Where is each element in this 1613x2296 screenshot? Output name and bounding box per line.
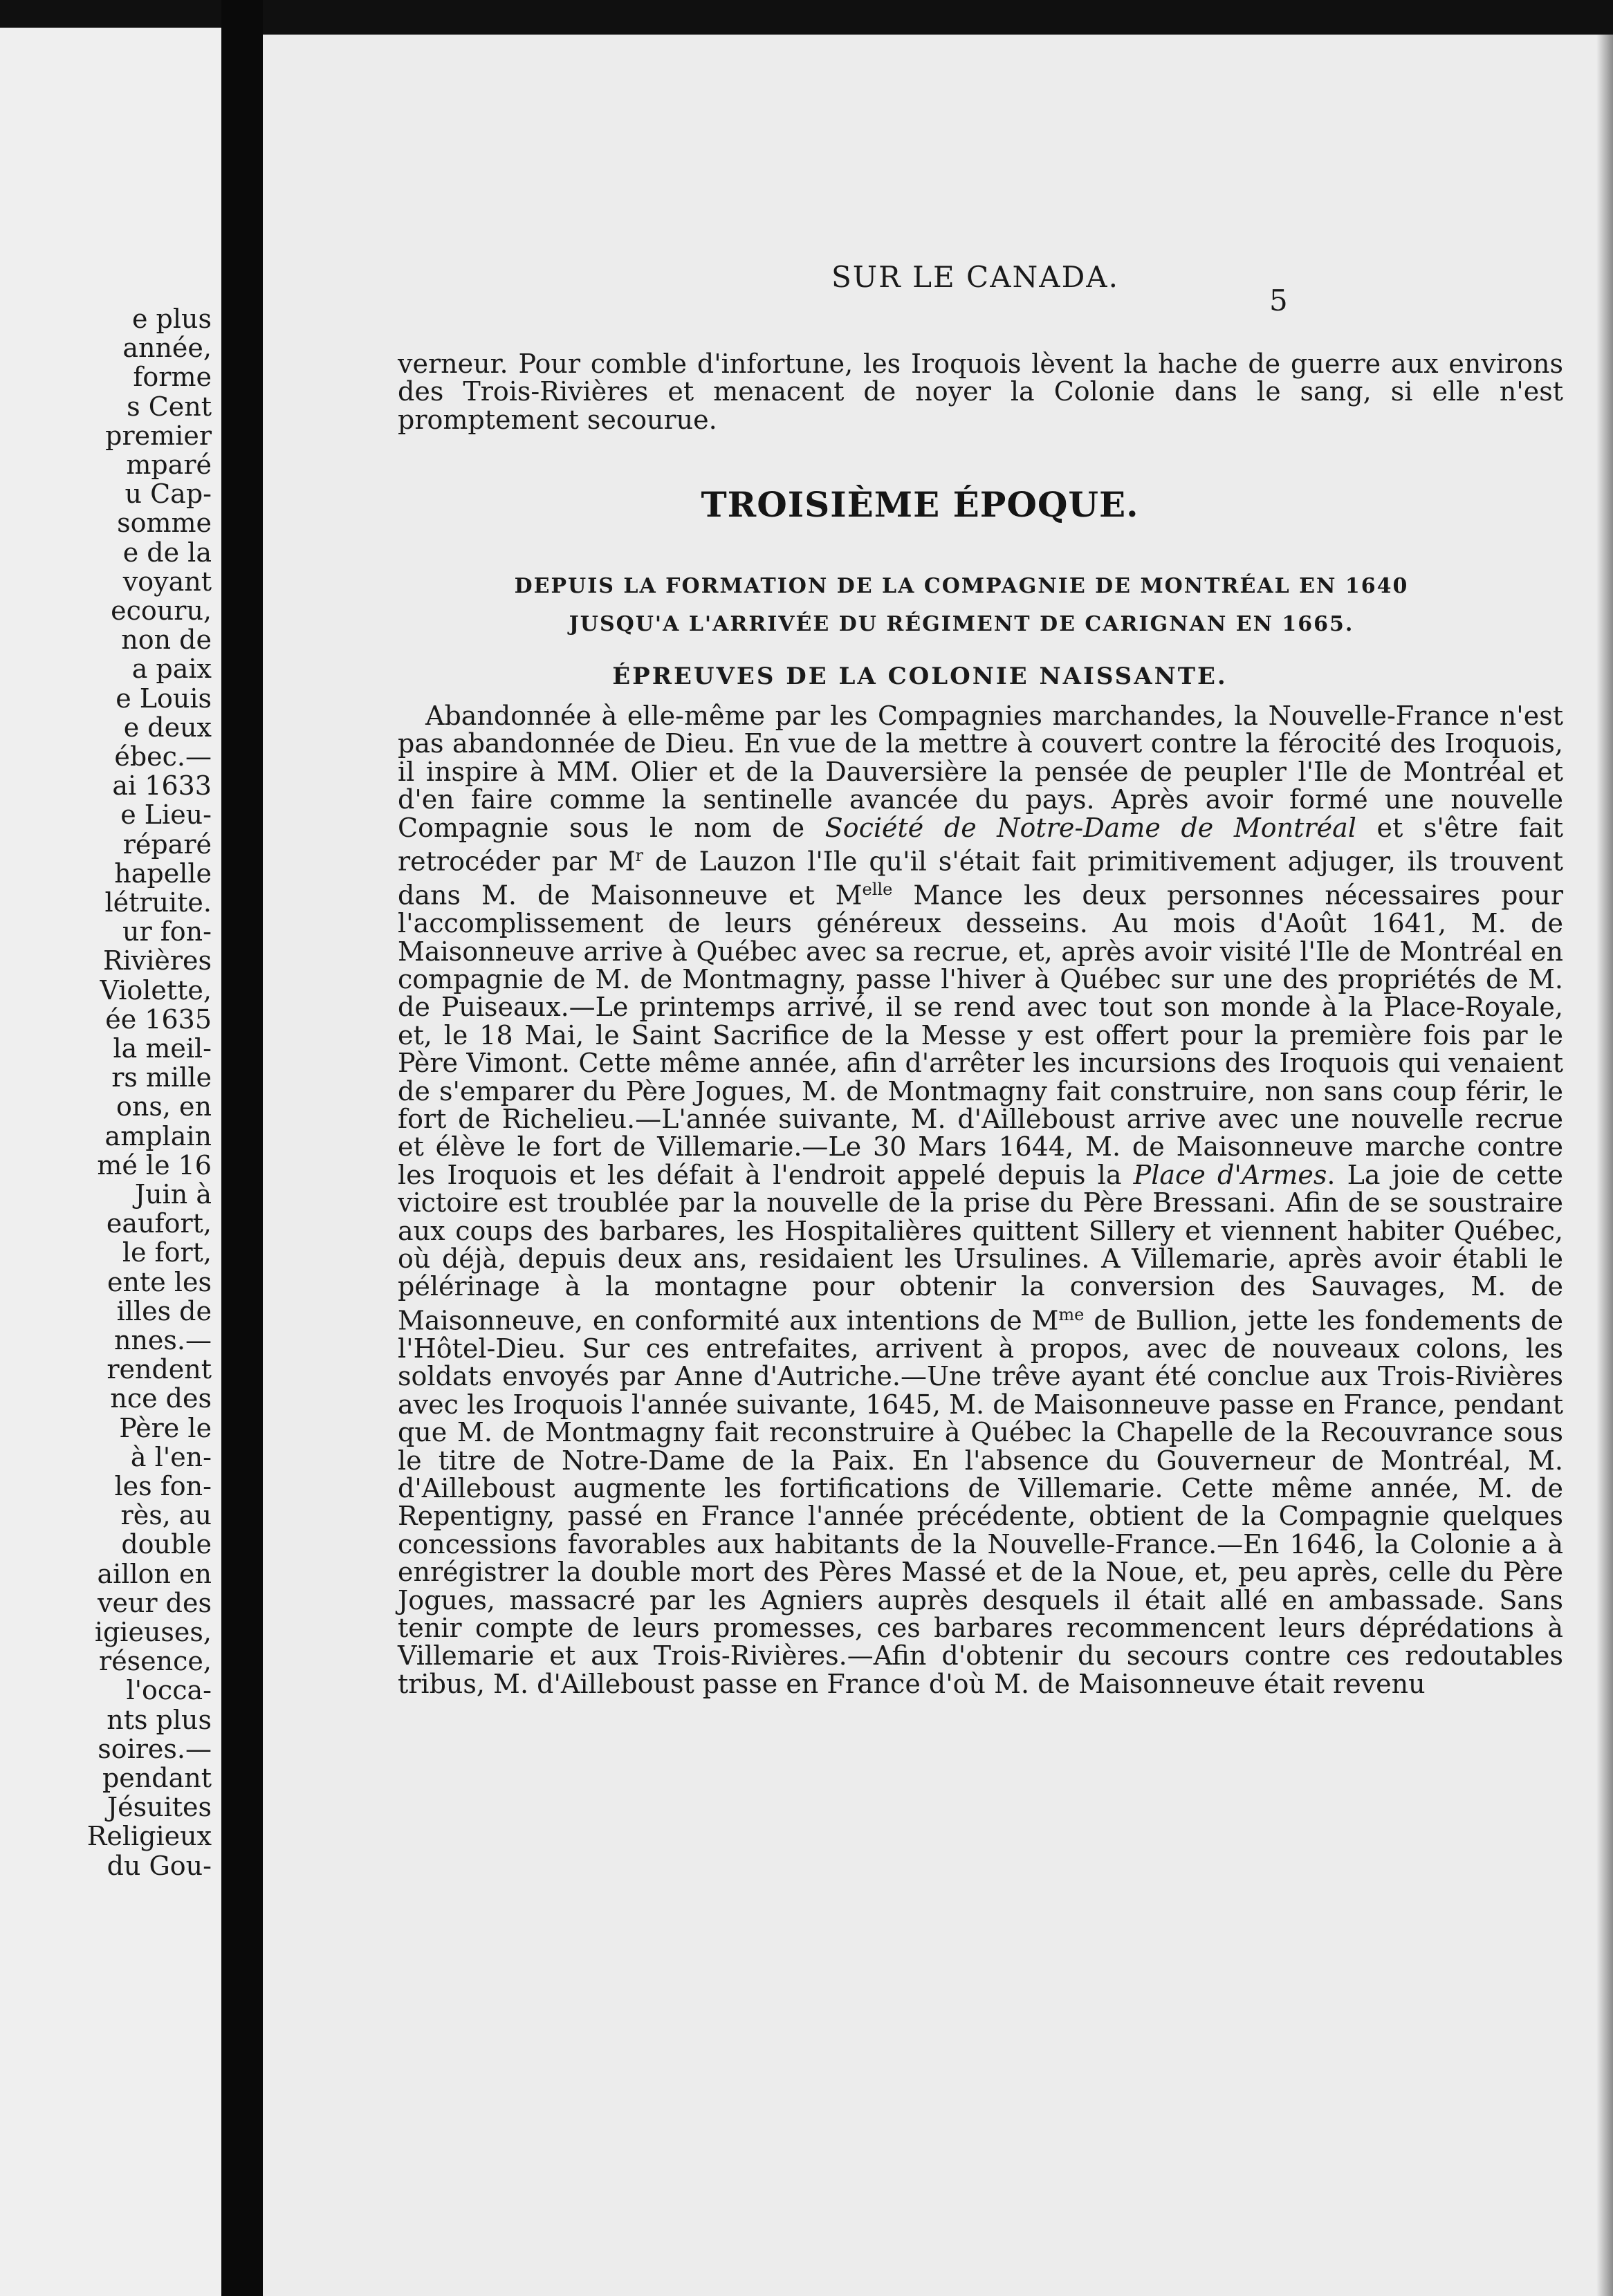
previous-page-line: veur des bbox=[98, 1587, 212, 1618]
previous-page-line: Rivières bbox=[102, 945, 212, 976]
previous-page-line: somme bbox=[117, 508, 212, 539]
superscript: me bbox=[1058, 1304, 1085, 1324]
previous-page-line: e Louis bbox=[116, 683, 212, 714]
previous-page-line: l'occa- bbox=[126, 1675, 212, 1706]
previous-page-line: ée 1635 bbox=[105, 1003, 212, 1035]
running-head: SUR LE CANADA. bbox=[831, 260, 1119, 294]
previous-page-line: le fort, bbox=[122, 1237, 212, 1268]
previous-page-line: rendent bbox=[107, 1354, 212, 1385]
superscript: elle bbox=[862, 880, 893, 900]
previous-page-line: pendant bbox=[102, 1763, 212, 1793]
previous-page-line: la meil- bbox=[113, 1033, 212, 1064]
previous-page-line: réparé bbox=[122, 828, 212, 860]
previous-page-line: soires.— bbox=[98, 1733, 212, 1764]
previous-page-line: e plus bbox=[131, 304, 212, 334]
previous-page-line: mparé bbox=[126, 450, 212, 480]
previous-page-line: Violette, bbox=[100, 974, 212, 1006]
previous-page-line: ai 1633 bbox=[112, 770, 212, 802]
previous-page-line: forme bbox=[133, 362, 212, 393]
previous-page-line: ébec.— bbox=[114, 741, 212, 772]
previous-page-line: e de la bbox=[122, 537, 212, 568]
previous-page-line: rs mille bbox=[111, 1062, 212, 1093]
previous-page-line: mé le 16 bbox=[97, 1149, 212, 1181]
page bbox=[263, 35, 1613, 2296]
main-text: de Bullion, jette les fondements de l'Hôtel-Dieu. Sur ces entrefaites, arrivent à propos, avec de nouveaux colons, les soldats envoyés par Anne d'Autriche.—Une trêve ayant été conclue aux Trois-Rivières avec les Iroquois l'année suivante, 1645, M. de Maisonneuve passe en France, pendant que M. de Montmagny fait reconstruire à Québec la Chapelle de la Recouvrance sous le titre de Notre-Dame de la Paix. En l'absence du Gouverneur de Montréal, M. d'Ailleboust augmente les fortifications de Villemarie. Cette même année, M. de Repentigny, passé en France l'année précédente, obtient de la Compagnie quelques concessions favorables aux habitants de la Nouvelle-France.—En 1646, la Colonie a à enrégistrer la double mort des Pères Massé et de la Noue, et, peu après, celle du Père Jogues, massacré par les Agniers auprès desquels il était allé en ambassade. Sans tenir compte de leurs promesses, ces barbares recommencent leurs déprédations à Villemarie et aux Trois-Rivières.—Afin d'obtenir du secours contre ces redoutables tribus, M. d'Ailleboust passe en France d'où M. de Maisonneuve était revenu bbox=[398, 1305, 1563, 1699]
previous-page-line: ente les bbox=[107, 1266, 212, 1297]
previous-page-line: à l'en- bbox=[130, 1441, 212, 1472]
previous-page-fragment bbox=[0, 28, 221, 2296]
previous-page-line: ons, en bbox=[116, 1091, 212, 1122]
main-text: et s'être fait retrocéder par M bbox=[398, 812, 1563, 877]
previous-page-line: illes de bbox=[116, 1295, 212, 1326]
previous-page-line: ecouru, bbox=[111, 595, 212, 626]
page-number: 5 bbox=[1269, 284, 1288, 317]
previous-page-line: eaufort, bbox=[106, 1208, 212, 1239]
previous-page-line: double bbox=[121, 1529, 212, 1560]
main-text: Mance les deux personnes nécessaires pour l'accomplissement de leurs généreux desseins. Au mois d'Août 1641, M. de Maisonneuve arrive à Québec avec sa recrue, et, après avoir visité l'Ile de Montréal en compagnie de M. de Montmagny, passe l'hiver à Québec sur une des propriétés de M. de Puiseaux.—Le printemps arrivé, il se rend avec tout son monde à la Place-Royale, et, le 18 Mai, le Saint Sacrifice de la Messe y est offert pour la première fois par le Père Vimont. Cette même année, afin d'arrêter les incursions des Iroquois qui venaient de s'emparer du Père Jogues, M. de Montmagny fait construire, non sans coup férir, le fort de Richelieu.—L'année suivante, M. d'Ailleboust arrive avec une nouvelle recrue et élève le fort de Villemarie.—Le 30 Mars 1644, M. de Maisonneuve marche contre les Iroquois et les défait à l'endroit appelé depuis la bbox=[398, 880, 1563, 1190]
previous-page-line: premier bbox=[105, 420, 212, 451]
previous-page-line: année, bbox=[122, 333, 212, 364]
previous-page-line: Religieux bbox=[86, 1821, 212, 1852]
superscript: r bbox=[635, 846, 644, 866]
previous-page-line: nts plus bbox=[107, 1704, 212, 1735]
book-gutter bbox=[221, 0, 263, 2296]
main-paragraph bbox=[398, 702, 1563, 1698]
previous-page-line: Jésuites bbox=[107, 1792, 212, 1823]
main-text: Abandonnée à elle-même par les Compagnies marchandes, la Nouvelle-France n'est pas abandonnée de Dieu. En vue de la mettre à couvert contre la férocité des Iroquois, il inspire à MM. Olier et de la Dauversière la pensée de peupler l'Ile de Montréal et d'en faire comme la sentinelle avancée du pays. Après avoir formé une nouvelle Compagnie sous le nom de bbox=[398, 701, 1563, 843]
previous-page-line: les fon- bbox=[114, 1471, 212, 1501]
epoch-title: TROISIÈME ÉPOQUE. bbox=[701, 484, 1139, 525]
previous-page-line: résence, bbox=[99, 1646, 212, 1677]
main-text: . La joie de cette victoire est troublée par la nouvelle de la prise du Père Bressani. Afin de se soustraire aux coups des barbares, les Hospitalières quittent Sillery et viennent habiter Québec, où déjà, depuis deux ans, residaient les Ursulines. A Villemarie, après avoir établi le pélérinage à la montagne pour obtenir la conversion des Sauvages, M. de Maisonneuve, en conformité aux intentions de M bbox=[398, 1159, 1563, 1336]
previous-page-line: nce des bbox=[110, 1383, 212, 1414]
previous-page-line: non de bbox=[121, 624, 212, 656]
previous-page-line: du Gou- bbox=[107, 1850, 212, 1881]
section-title: ÉPREUVES DE LA COLONIE NAISSANTE. bbox=[612, 663, 1228, 690]
epoch-subtitle-line-2: JUSQU'A L'ARRIVÉE DU RÉGIMENT DE CARIGNAN EN 1665. bbox=[569, 612, 1354, 636]
previous-page-line: amplain bbox=[104, 1120, 212, 1151]
previous-page-line: Père le bbox=[119, 1412, 212, 1443]
previous-page-line: létruite. bbox=[104, 887, 212, 918]
italic-place-name: Place d'Armes bbox=[1133, 1159, 1327, 1190]
previous-page-line: igieuses, bbox=[94, 1617, 212, 1647]
previous-page-line: rès, au bbox=[120, 1500, 212, 1531]
previous-page-line: hapelle bbox=[114, 858, 212, 889]
intro-paragraph: verneur. Pour comble d'infortune, les Iroquois lèvent la hache de guerre aux environs des Trois-Rivières et menacent de noyer la Colonie dans le sang, si elle n'est promptement secourue. bbox=[398, 349, 1563, 435]
previous-page-line: aillon en bbox=[97, 1558, 212, 1589]
previous-page-line: s Cent bbox=[127, 391, 212, 422]
previous-page-line: nnes.— bbox=[113, 1325, 212, 1355]
previous-page-line: a paix bbox=[131, 654, 212, 685]
previous-page-line: Juin à bbox=[134, 1179, 212, 1210]
previous-page-line: voyant bbox=[122, 566, 212, 597]
previous-page-line: u Cap- bbox=[125, 479, 212, 510]
previous-page-line: ur fon- bbox=[122, 916, 212, 947]
previous-page-line: e Lieu- bbox=[120, 799, 212, 831]
previous-page-line: e deux bbox=[123, 712, 212, 743]
epoch-subtitle-line-1: DEPUIS LA FORMATION DE LA COMPAGNIE DE MONTRÉAL EN 1640 bbox=[514, 574, 1409, 598]
main-text: de Lauzon l'Ile qu'il s'était fait primitivement adjuger, ils trouvent dans M. de Maisonneuve et M bbox=[398, 846, 1563, 911]
italic-society-name: Société de Notre-Dame de Montréal bbox=[824, 812, 1356, 843]
